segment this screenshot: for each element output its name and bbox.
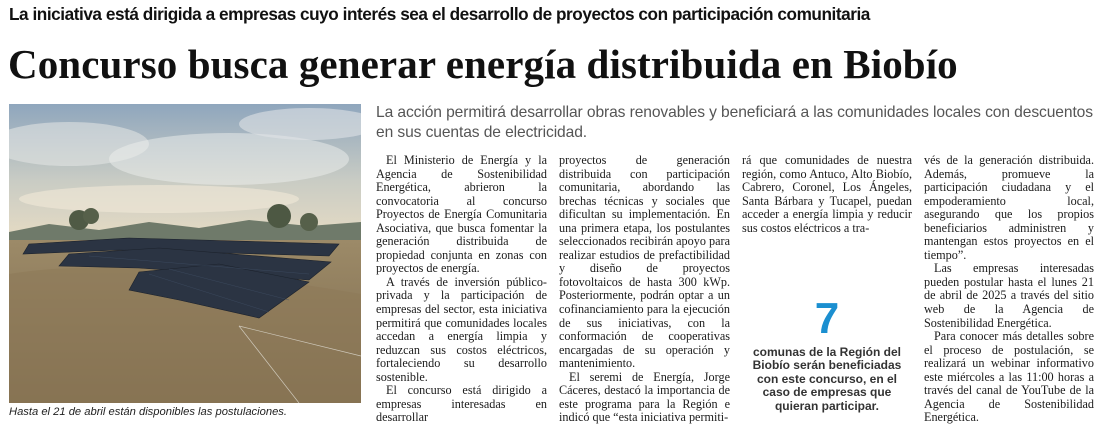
- article-headline: Concurso busca generar energía distribuida en Biobío: [8, 41, 958, 87]
- paragraph: Las empresas interesadas pueden postular hasta el lunes 21 de abril de 2025 a través del sitio web de la Agencia de Sostenibilidad Energética.: [924, 261, 1094, 330]
- paragraph: A través de inversión público-privada y la participación de empresas del sector, esta iniciativa permitirá que comunidades locales accedan a energía limpia y reduzcan sus costos eléctricos, fortaleciendo su desarrollo sostenible.: [376, 274, 547, 384]
- paragraph: El seremi de Energía, Jorge Cáceres, destacó la importancia de este programa para la Región e indicó que “esta iniciativa permiti-: [559, 369, 730, 425]
- article-lead: La acción permitirá desarrollar obras renovables y beneficiará a las comunidades locales con descuentos en sus cuentas de electricidad.: [376, 104, 1093, 141]
- stat-highlight: [742, 296, 912, 413]
- body-column-4: [924, 154, 1094, 425]
- paragraph: Para conocer más detalles sobre el proceso de postulación, se realizará un webinar informativo este miércoles a las 11:00 horas a través del canal de YouTube de la Agencia de Sostenibilidad Energética.: [924, 329, 1094, 425]
- stat-text: comunas de la Región del Biobío serán beneficiadas con este concurso, en el caso de empresas que quieran participar.: [752, 345, 902, 413]
- paragraph: El concurso está dirigido a empresas interesadas en desarrollar: [376, 383, 547, 425]
- stat-number: 7: [814, 294, 840, 343]
- body-column-2: [559, 154, 730, 425]
- article-kicker: La iniciativa está dirigida a empresas cuyo interés sea el desarrollo de proyectos con participación comunitaria: [9, 4, 870, 24]
- article-photo: [9, 104, 361, 403]
- photo-caption: Hasta el 21 de abril están disponibles las postulaciones.: [9, 406, 287, 418]
- body-column-1: [376, 154, 547, 425]
- body-column-3: [742, 154, 912, 235]
- paragraph: vés de la generación distribuida. Además, promueve la participación ciudadana y el empoderamiento local, asegurando que los propios beneficiarios administren y mantengan estos proyectos en el tiempo”.: [924, 153, 1094, 262]
- solar-farm-photo: [9, 104, 361, 403]
- paragraph: rá que comunidades de nuestra región, como Antuco, Alto Biobío, Cabrero, Coronel, Los Ángeles, Santa Bárbara y Tucapel, puedan acceder a energía limpia y reducir sus costos eléctricos a tra-: [742, 153, 912, 235]
- paragraph: El Ministerio de Energía y la Agencia de Sostenibilidad Energética, abrieron la convocatoria al concurso Proyectos de Energía Comunitaria Asociativa, que busca fomentar la generación distribuida de propiedad conjunta en zonas con proyectos de energía.: [376, 153, 547, 276]
- paragraph: proyectos de generación distribuida con participación comunitaria, abordando las brechas técnicas y sociales que dificultan su implementación. En una primera etapa, los postulantes seleccionados recibirán apoyo para realizar estudios de prefactibilidad y diseño de proyectos fotovoltaicos de hasta 300 kWp. Posteriormente, podrán optar a un cofinanciamiento para la ejecución de sus iniciativas, con la conformación de cooperativas encargadas de su operación y mantenimiento.: [559, 153, 730, 371]
